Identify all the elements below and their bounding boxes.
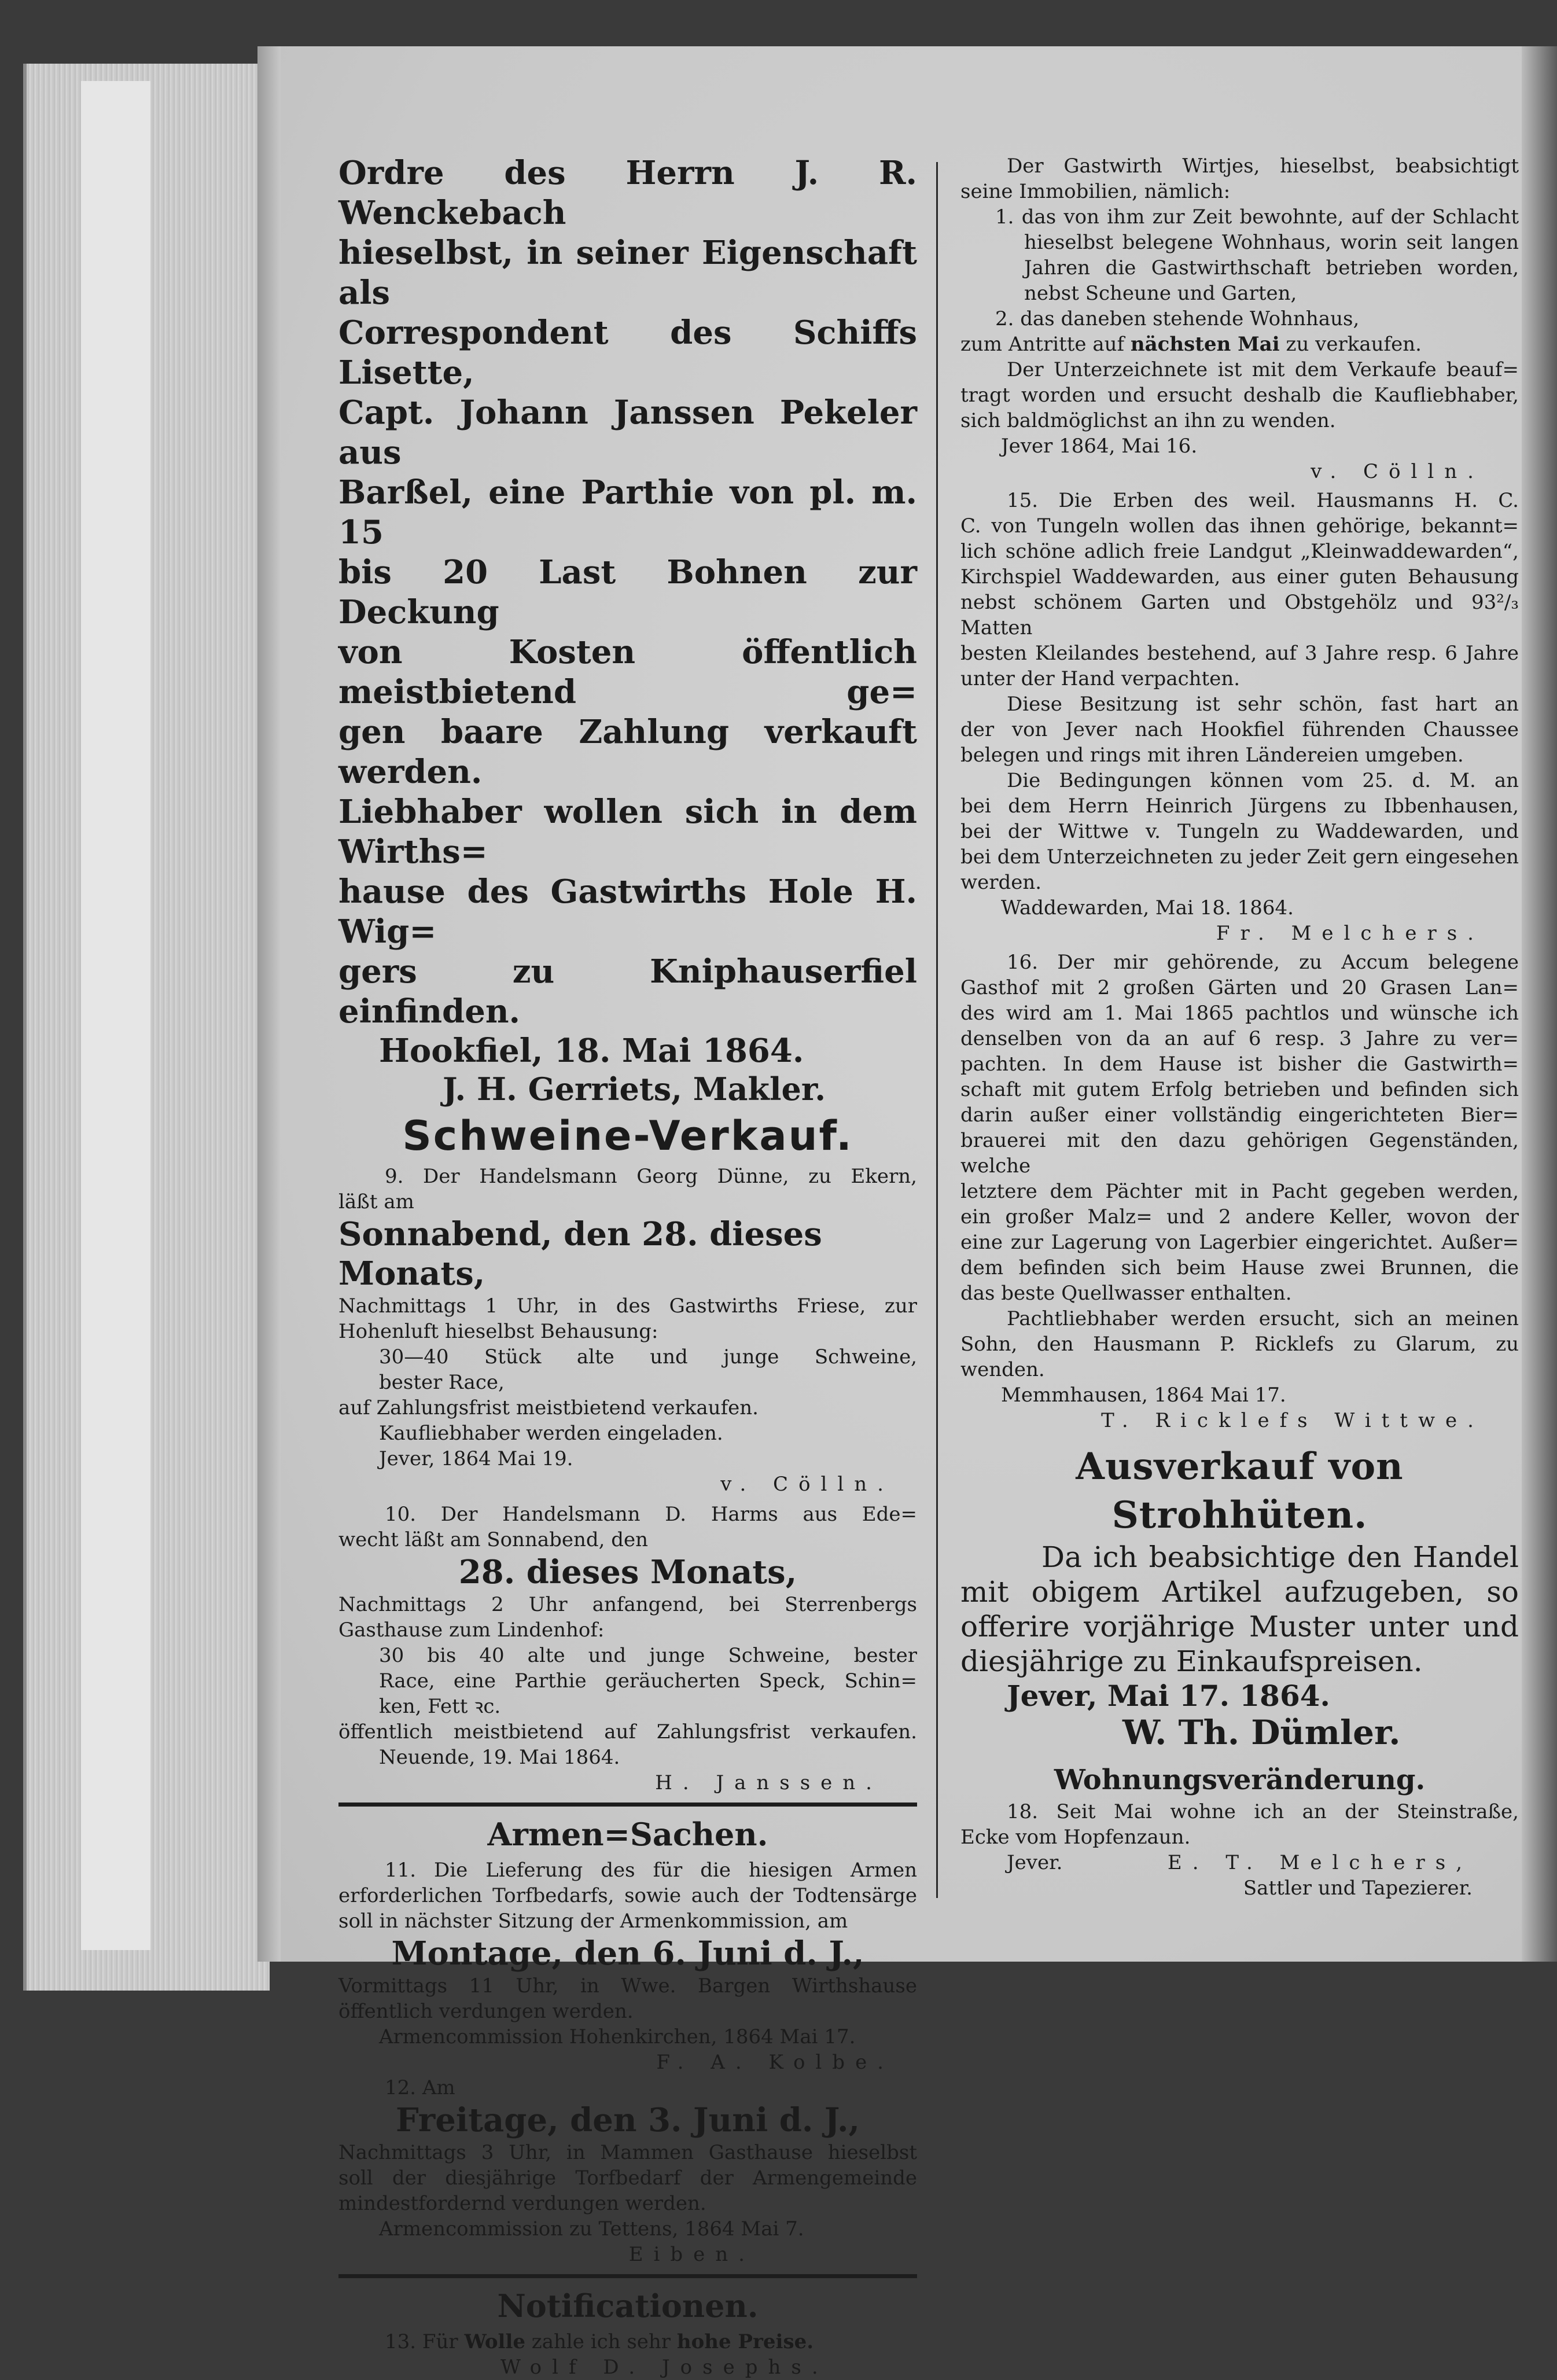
- ad16-text: denselben von da an auf 6 resp. 3 Jahre zu ver=: [960, 1027, 1519, 1050]
- ad16-text: eine zur Lagerung von Lagerbier eingerichtet. Außer=: [960, 1231, 1519, 1254]
- strohhueten-signature: W. Th. Dümler.: [1122, 1713, 1401, 1752]
- ad13-wolle: Wolle: [464, 2330, 525, 2353]
- ad12-signature: Eiben.: [628, 2243, 755, 2266]
- ad-strohhueten: [960, 1443, 1519, 1752]
- ad16-text: Gasthof mit 2 großen Gärten und 20 Grasen Lan=: [960, 976, 1519, 999]
- ad9-text: Nachmittags 1 Uhr, in des Gastwirths Friese, zur: [338, 1294, 917, 1318]
- ad10-text: 10. Der Handelsmann D. Harms aus Ede=: [385, 1503, 917, 1526]
- ad9-text: auf Zahlungsfrist meistbietend verkaufen.: [338, 1396, 759, 1419]
- ad16-text: dem befinden sich beim Hause zwei Brunnen, die: [960, 1256, 1519, 1279]
- ad9-date-headline: Sonnabend, den 28. dieses Monats,: [338, 1215, 822, 1293]
- schweine-verkauf-headline: Schweine-Verkauf.: [402, 1112, 853, 1160]
- ad15-date: Waddewarden, Mai 18. 1864.: [1001, 896, 1294, 919]
- ad-18: [960, 1761, 1519, 1901]
- column-divider: [936, 162, 938, 1898]
- ad-12: [338, 2075, 917, 2267]
- ad-wirtjes-text: tragt worden und ersucht deshalb die Kaufliebhaber,: [960, 384, 1519, 407]
- ad9-signature: v. Cölln.: [720, 1473, 894, 1496]
- strohhueten-text: offerire vorjährige Muster unter und: [960, 1610, 1519, 1643]
- strohhueten-text: mit obigem Artikel aufzugeben, so: [960, 1575, 1519, 1609]
- ad-wirtjes-item: hieselbst belegene Wohnhaus, worin seit langen: [1024, 231, 1519, 254]
- armen-sachen-heading: Armen=Sachen.: [487, 1816, 768, 1853]
- ad15-signature: Fr. Melchers.: [1216, 922, 1484, 945]
- intro-line: gers zu Kniphauserfiel einfinden.: [338, 952, 917, 1031]
- ad15-text: bei der Wittwe v. Tungeln zu Waddewarden, und: [960, 820, 1519, 843]
- book-page-edges-highlight: [81, 81, 150, 1950]
- ad10-text: Gasthause zum Lindenhof:: [338, 1618, 605, 1642]
- ad15-text: Die Bedingungen können vom 25. d. M. an: [1007, 769, 1519, 792]
- ad-wirtjes-item: nebst Scheune und Garten,: [1024, 282, 1297, 305]
- strohhueten-headline: Ausverkauf von Strohhüten.: [1076, 1445, 1404, 1537]
- ad12-text: mindestfordernd verdungen werden.: [338, 2192, 706, 2215]
- ad16-signature: T. Ricklefs Wittwe.: [1101, 1409, 1484, 1432]
- ad15-text: der von Jever nach Hookfiel führenden Chaussee: [960, 718, 1519, 741]
- ad13-signature: Wolf D. Josephs.: [500, 2356, 829, 2379]
- ad15-text: lich schöne adlich freie Landgut „Kleinwaddewarden“,: [960, 540, 1519, 563]
- ad15-text: werden.: [960, 871, 1042, 894]
- intro-line: von Kosten öffentlich meistbietend ge=: [338, 633, 917, 711]
- ad10-text: öffentlich meistbietend auf Zahlungsfrist verkaufen.: [338, 1720, 917, 1743]
- ad9-text: bester Race,: [379, 1371, 505, 1394]
- intro-line: Capt. Johann Janssen Pekeler aus: [338, 393, 917, 472]
- ad16-text: darin außer einer vollständig eingerichteten Bier=: [960, 1103, 1519, 1127]
- intro-line: Ordre des Herrn J. R. Wenckebach: [338, 154, 917, 232]
- left-column: [338, 153, 917, 2380]
- ad11-text: 11. Die Lieferung des für die hiesigen Armen: [385, 1859, 917, 1882]
- ad9-text: läßt am: [338, 1190, 414, 1213]
- ad-wirtjes-signature: v. Cölln.: [1311, 460, 1484, 483]
- strohhueten-text: Da ich beabsichtige den Handel: [1041, 1540, 1519, 1574]
- intro-line: Correspondent des Schiffs Lisette,: [338, 314, 917, 392]
- ad-16: [960, 950, 1519, 1433]
- ad10-date: Neuende, 19. Mai 1864.: [379, 1746, 620, 1769]
- ad9-date: Jever, 1864 Mai 19.: [379, 1447, 573, 1470]
- right-column: [960, 153, 1519, 1901]
- ad10-text: wecht läßt am Sonnabend, den: [338, 1528, 649, 1551]
- ad15-text: bei dem Unterzeichneten zu jeder Zeit gern eingesehen: [960, 845, 1519, 869]
- intro-line: bis 20 Last Bohnen zur Deckung: [338, 553, 917, 631]
- strohhueten-text: diesjährige zu Einkaufspreisen.: [960, 1645, 1423, 1678]
- ad18-signature-title: Sattler und Tapezierer.: [1243, 1877, 1473, 1900]
- ad16-text: wenden.: [960, 1358, 1045, 1381]
- ad11-date: Armencommission Hohenkirchen, 1864 Mai 17.: [379, 2025, 856, 2048]
- ad9-text: Hohenluft hieselbst Behausung:: [338, 1320, 658, 1343]
- ad13-text: [338, 2329, 917, 2355]
- ad-wirtjes-text: Der Gastwirth Wirtjes, hieselbst, beabsichtigt: [1007, 155, 1519, 178]
- ad-wirtjes-text: sich baldmöglichst an ihn zu wenden.: [960, 409, 1336, 432]
- ad-10: [338, 1502, 917, 1796]
- ad16-text: pachten. In dem Hause ist bisher die Gastwirth=: [960, 1053, 1519, 1076]
- section-rule: [338, 1803, 917, 1807]
- ad18-text: 18. Seit Mai wohne ich an der Steinstraße,: [1007, 1800, 1519, 1823]
- intro-line: hause des Gastwirths Hole H. Wig=: [338, 873, 917, 951]
- ad-intro-block: [338, 153, 917, 1108]
- ad11-text: Vormittags 11 Uhr, in Wwe. Bargen Wirthshause: [338, 1974, 917, 1998]
- ad-wirtjes-text: [960, 332, 1519, 357]
- ad15-text: Diese Besitzung ist sehr schön, fast hart an: [1007, 693, 1519, 716]
- ad-wirtjes-text-part: zu verkaufen.: [1279, 333, 1422, 356]
- ad-13: [338, 2329, 917, 2380]
- ad10-text: Nachmittags 2 Uhr anfangend, bei Sterrenbergs: [338, 1593, 917, 1616]
- ad16-text: brauerei mit den dazu gehörigen Gegenständen, welche: [960, 1129, 1519, 1178]
- ad-9: [338, 1164, 917, 1497]
- ad16-text: schaft mit gutem Erfolg betrieben und befinden sich: [960, 1078, 1519, 1101]
- ad11-signature: F. A. Kolbe.: [656, 2051, 894, 2074]
- ad12-text: 12. Am: [385, 2076, 455, 2099]
- page-gutter-shadow: [257, 46, 281, 1962]
- ad15-text: 15. Die Erben des weil. Hausmanns H. C.: [1007, 489, 1519, 512]
- ad16-date: Memmhausen, 1864 Mai 17.: [1001, 1384, 1286, 1407]
- ad10-text: ken, Fett ꝛc.: [379, 1695, 501, 1718]
- notificationen-heading: Notificationen.: [497, 2287, 759, 2324]
- ad16-text: 16. Der mir gehörende, zu Accum belegene: [1007, 951, 1519, 974]
- ad9-text: Kaufliebhaber werden eingeladen.: [379, 1422, 723, 1445]
- ad-15: [960, 488, 1519, 946]
- ad-wirtjes-date: Jever 1864, Mai 16.: [1001, 435, 1198, 458]
- ad15-text: belegen und rings mit ihren Ländereien umgeben.: [960, 744, 1464, 767]
- ad12-text: Nachmittags 3 Uhr, in Mammen Gasthause hieselbst: [338, 2141, 917, 2164]
- intro-date: Hookfiel, 18. Mai 1864.: [379, 1032, 804, 1070]
- ad-wirtjes-text-part: zum Antritte auf: [960, 333, 1131, 356]
- ad11-text: erforderlichen Torfbedarfs, sowie auch der Todtensärge: [338, 1884, 917, 1907]
- ad18-signature: E. T. Melchers,: [1167, 1851, 1473, 1874]
- intro-signature: J. H. Gerriets, Makler.: [443, 1071, 826, 1108]
- intro-line: Barßel, eine Parthie von pl. m. 15: [338, 473, 917, 551]
- intro-line: Liebhaber wollen sich in dem Wirths=: [338, 793, 917, 871]
- ad18-signature-row: [960, 1850, 1519, 1875]
- ad16-text: des wird am 1. Mai 1865 pachtlos und wünsche ich: [960, 1002, 1519, 1025]
- ad-wirtjes-item: Jahren die Gastwirthschaft betrieben worden,: [1024, 256, 1519, 279]
- ad16-text: das beste Quellwasser enthalten.: [960, 1282, 1292, 1305]
- ad-wirtjes-text: seine Immobilien, nämlich:: [960, 180, 1231, 203]
- ad18-text: Ecke vom Hopfenzaun.: [960, 1826, 1191, 1849]
- strohhueten-date: Jever, Mai 17. 1864.: [1007, 1679, 1330, 1713]
- ad15-text: besten Kleilandes bestehend, auf 3 Jahre resp. 6 Jahre: [960, 642, 1519, 665]
- ad10-text: 30 bis 40 alte und junge Schweine, bester: [379, 1644, 917, 1667]
- intro-line: gen baare Zahlung verkauft werden.: [338, 713, 917, 791]
- ad9-text: 30—40 Stück alte und junge Schweine,: [379, 1345, 917, 1369]
- ad18-place: Jever.: [1007, 1851, 1063, 1874]
- ad16-text: Sohn, den Hausmann P. Ricklefs zu Glarum, zu: [960, 1333, 1519, 1356]
- ad16-text: Pachtliebhaber werden ersucht, sich an meinen: [1007, 1307, 1519, 1330]
- ad-wirtjes-text: Der Unterzeichnete ist mit dem Verkaufe beauf=: [1007, 358, 1519, 381]
- page-right-edge: [1522, 46, 1557, 1962]
- wohnungsveraenderung-heading: Wohnungsveränderung.: [1054, 1764, 1426, 1796]
- ad15-text: bei dem Herrn Heinrich Jürgens zu Ibbenhausen,: [960, 794, 1519, 818]
- ad15-text: C. von Tungeln wollen das ihnen gehörige, bekannt=: [960, 514, 1519, 538]
- ad10-date-headline: 28. dieses Monats,: [458, 1553, 797, 1591]
- ad10-text: Race, eine Parthie geräucherten Speck, Schin=: [379, 1669, 917, 1693]
- ad-wirtjes-item: 2. das daneben stehende Wohnhaus,: [995, 307, 1360, 330]
- ad16-text: letztere dem Pächter mit in Pacht gegeben werden,: [960, 1180, 1519, 1203]
- ad15-text: unter der Hand verpachten.: [960, 667, 1241, 690]
- ad-wirtjes-naechsten-mai: nächsten Mai: [1130, 333, 1280, 356]
- ad10-signature: H. Janssen.: [655, 1771, 882, 1794]
- ad15-text: Kirchspiel Waddewarden, aus einer guten Behausung: [960, 565, 1519, 588]
- ad13-text-part: 13. Für: [385, 2330, 465, 2353]
- ad15-text: nebst schönem Garten und Obstgehölz und 93²/₃ Matten: [960, 591, 1519, 639]
- ad-11: [338, 1857, 917, 2075]
- ad12-date: Armencommission zu Tettens, 1864 Mai 7.: [379, 2217, 804, 2241]
- intro-line: hieselbst, in seiner Eigenschaft als: [338, 234, 917, 312]
- ad9-text: 9. Der Handelsmann Georg Dünne, zu Ekern,: [385, 1165, 917, 1188]
- ad11-text: öffentlich verdungen werden.: [338, 2000, 634, 2023]
- ad11-text: soll in nächster Sitzung der Armenkommission, am: [338, 1910, 848, 1933]
- ad13-text-part: zahle ich sehr: [525, 2330, 677, 2353]
- ad-wirtjes-item: 1. das von ihm zur Zeit bewohnte, auf der Schlacht: [995, 205, 1519, 229]
- ad13-hohe-preise: hohe Preise.: [676, 2330, 814, 2353]
- ad11-date-headline: Montage, den 6. Juni d. J.,: [391, 1934, 864, 1973]
- section-rule: [338, 2274, 917, 2278]
- ad12-text: soll der diesjährige Torfbedarf der Armengemeinde: [338, 2166, 917, 2190]
- ad12-date-headline: Freitage, den 3. Juni d. J.,: [395, 2101, 860, 2139]
- ad16-text: ein großer Malz= und 2 andere Keller, wovon der: [960, 1205, 1519, 1228]
- ad-wirtjes: [960, 153, 1519, 484]
